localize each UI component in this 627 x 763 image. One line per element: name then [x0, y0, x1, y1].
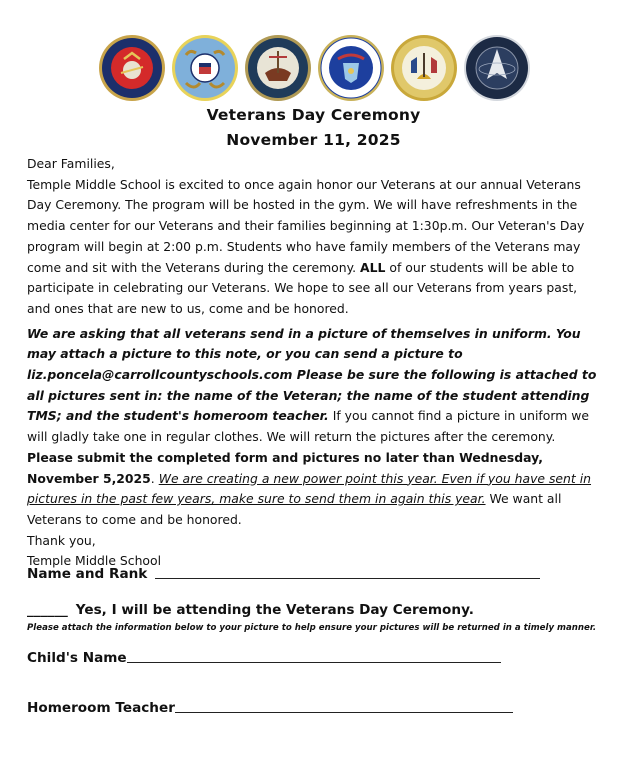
homeroom-teacher-label: Homeroom Teacher [27, 700, 175, 716]
homeroom-teacher-line[interactable] [175, 711, 513, 713]
closing: Thank you, [27, 532, 96, 548]
paragraph-intro: Temple Middle School is excited to once again honor our Veterans at our annual Veterans Day Ceremony. The program will be hosted in the gym. We will have refreshments in the media center for our Veterans and their families beginning at 1:30p.m. Our Veteran's Day program will begin at 2:00 p.m. Students who have family members of the Veterans may come and sit with the Veterans during the ceremony. ALL of our students will be able to participate in celebrating our Veterans. We hope to see all our Veterans from years past, and ones that are new to us, come and be honored. [27, 176, 585, 316]
homeroom-teacher-field[interactable] [27, 700, 513, 716]
air-force-seal-icon [316, 33, 386, 103]
powerpoint-note: We are creating a new power point this year. Even if you have sent in pictures in the past few years, make sure to send them in again this year. [27, 470, 592, 507]
child-name-field[interactable] [27, 650, 501, 666]
child-name-label: Child's Name [27, 650, 127, 666]
child-name-line[interactable] [127, 661, 501, 663]
navy-seal-icon [243, 33, 313, 103]
greeting: Dear Families, [27, 156, 115, 171]
name-rank-label: Name and Rank [27, 566, 148, 582]
page-title: Veterans Day Ceremony [206, 106, 421, 124]
request-instructions: We are asking that all veterans send in a picture of themselves in uniform. You may attach a picture to this note, or you can send a picture to liz.poncela@carrollcountyschools.com Please be sure the following is attached to all pictures sent in: the name of the Veteran; the name of the student attending TMS; and the student's homeroom teacher. [27, 325, 597, 424]
deadline: Please submit the completed form and pictures no later than Wednesday, November 5,2025 [27, 449, 543, 486]
event-date: November 11, 2025 [226, 131, 401, 149]
attachment-note: Please attach the information below to your picture to help ensure your pictures will be returned in a timely manner. [27, 623, 597, 633]
letter-body [27, 154, 602, 572]
paragraph-request: We are asking that all veterans send in a picture of themselves in uniform. You may attach a picture to this note, or you can send a picture to liz.poncela@carrollcountyschools.com Please be sure the following is attached to all pictures sent in: the name of the Veteran; the name of the student attending TMS; and the student's homeroom teacher. If you cannot find a picture in uniform we will gladly take one in regular clothes. We will return the pictures after the ceremony. Please submit the completed form and pictures no later than Wednesday, November 5,2025. We are creating a new power point this year. Even if you have sent in pictures in the past few years, make sure to send them in again this year. We want all Veterans to come and be honored. [27, 325, 597, 527]
space-force-seal-icon [462, 33, 532, 103]
military-seals-row [97, 33, 537, 105]
attending-blank[interactable]: ______ [27, 602, 68, 618]
name-rank-line[interactable] [155, 577, 540, 579]
attending-checkbox-row[interactable] [27, 602, 474, 618]
signature: Temple Middle School [27, 553, 162, 569]
coast-guard-seal-icon [170, 33, 240, 103]
name-rank-field[interactable] [27, 566, 540, 582]
marine-corps-seal-icon [97, 33, 167, 103]
attending-label: Yes, I will be attending the Veterans Day Ceremony. [75, 602, 474, 618]
army-seal-icon [389, 33, 459, 103]
